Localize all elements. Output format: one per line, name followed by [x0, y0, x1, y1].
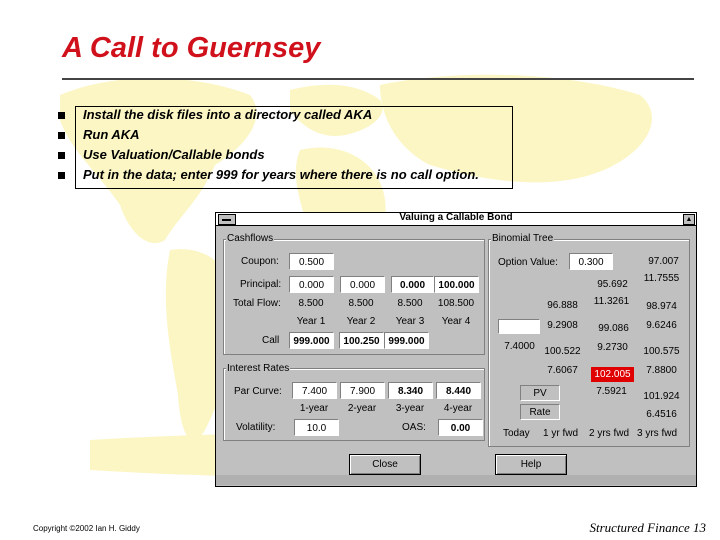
- tree-node-highlighted: 102.005: [591, 367, 634, 382]
- rate-term-header: 3-year: [395, 403, 425, 414]
- volatility-input[interactable]: 10.0: [294, 419, 339, 436]
- binomial-tree-group-label: Binomial Tree: [492, 233, 554, 244]
- square-bullet-icon: [58, 172, 65, 179]
- tree-node: 99.086: [598, 323, 629, 334]
- oas-input[interactable]: 0.00: [438, 419, 483, 436]
- principal-label: Principal:: [240, 279, 282, 290]
- par-curve-label: Par Curve:: [234, 386, 282, 397]
- par-curve-4yr-input[interactable]: 8.440: [436, 382, 481, 399]
- total-flow-year2: 8.500: [348, 298, 374, 309]
- par-curve-2yr-input[interactable]: 7.900: [340, 382, 385, 399]
- year-header: Year 2: [346, 316, 376, 327]
- principal-year3-input[interactable]: 0.000: [391, 276, 434, 293]
- tree-node: 9.2908: [547, 320, 578, 331]
- close-button[interactable]: Close: [349, 454, 421, 475]
- volatility-label: Volatility:: [236, 422, 276, 433]
- square-bullet-icon: [58, 112, 65, 119]
- help-button[interactable]: Help: [495, 454, 567, 475]
- principal-year1-input[interactable]: 0.000: [289, 276, 334, 293]
- rate-legend-box: Rate: [520, 404, 560, 420]
- horizontal-scrollbar[interactable]: [216, 475, 696, 485]
- call-year3-input[interactable]: 999.000: [384, 332, 429, 349]
- dialog-title: Valuing a Callable Bond: [399, 212, 513, 223]
- timeline-3yr: 3 yrs fwd: [637, 428, 678, 439]
- coupon-label: Coupon:: [241, 256, 279, 267]
- par-curve-1yr-input[interactable]: 7.400: [292, 382, 337, 399]
- option-value-label: Option Value:: [498, 257, 558, 268]
- tree-node: 95.692: [597, 279, 628, 290]
- copyright-footer: Copyright ©2002 Ian H. Giddy: [33, 524, 140, 533]
- dialog-title-bar: [216, 213, 696, 226]
- tree-node: 96.888: [547, 300, 578, 311]
- tree-node: 101.924: [643, 391, 680, 402]
- rate-term-header: 4-year: [443, 403, 473, 414]
- system-menu-icon[interactable]: [218, 214, 236, 225]
- tree-node: 6.4516: [646, 409, 677, 420]
- title-rule: [62, 78, 694, 80]
- tree-node: 7.8800: [646, 365, 677, 376]
- par-curve-3yr-input[interactable]: 8.340: [388, 382, 433, 399]
- call-year2-input[interactable]: 100.250: [339, 332, 384, 349]
- tree-root-node: [498, 319, 540, 334]
- rate-term-header: 1-year: [299, 403, 329, 414]
- tree-node: 7.4000: [504, 341, 535, 352]
- option-value-output: 0.300: [569, 253, 613, 270]
- total-flow-label: Total Flow:: [233, 298, 281, 309]
- maximize-icon[interactable]: ▲: [683, 214, 695, 225]
- slide-footer: Structured Finance 13: [589, 520, 706, 535]
- interest-rates-group-label: Interest Rates: [227, 363, 290, 374]
- bond-value-output: 97.007: [648, 256, 679, 267]
- square-bullet-icon: [58, 132, 65, 139]
- total-flow-year1: 8.500: [298, 298, 324, 309]
- callable-bond-dialog: [215, 212, 697, 487]
- tree-node: 100.522: [544, 346, 581, 357]
- pv-legend-box: PV: [520, 385, 560, 401]
- tree-node: 11.7555: [643, 273, 680, 284]
- timeline-1yr: 1 yr fwd: [543, 428, 579, 439]
- call-year1-input[interactable]: 999.000: [289, 332, 334, 349]
- slide-title: A Call to Guernsey: [62, 32, 321, 64]
- oas-label: OAS:: [402, 422, 426, 433]
- tree-node: 9.6246: [646, 320, 677, 331]
- timeline-today: Today: [503, 428, 530, 439]
- cashflows-group-label: Cashflows: [227, 233, 274, 244]
- tree-node: 7.5921: [596, 386, 627, 397]
- principal-year4-input[interactable]: 100.000: [434, 276, 479, 293]
- call-label: Call: [262, 335, 280, 346]
- square-bullet-icon: [58, 152, 65, 159]
- tree-node: 11.3261: [593, 296, 630, 307]
- timeline-2yr: 2 yrs fwd: [589, 428, 630, 439]
- tree-node: 7.6067: [547, 365, 578, 376]
- year-header: Year 4: [441, 316, 471, 327]
- year-header: Year 3: [395, 316, 425, 327]
- tree-node: 98.974: [646, 301, 677, 312]
- total-flow-year4: 108.500: [437, 298, 475, 309]
- rate-term-header: 2-year: [347, 403, 377, 414]
- tree-node: 9.2730: [597, 342, 628, 353]
- principal-year2-input[interactable]: 0.000: [340, 276, 385, 293]
- total-flow-year3: 8.500: [397, 298, 423, 309]
- tree-node: 100.575: [643, 346, 680, 357]
- year-header: Year 1: [296, 316, 326, 327]
- coupon-input[interactable]: 0.500: [289, 253, 334, 270]
